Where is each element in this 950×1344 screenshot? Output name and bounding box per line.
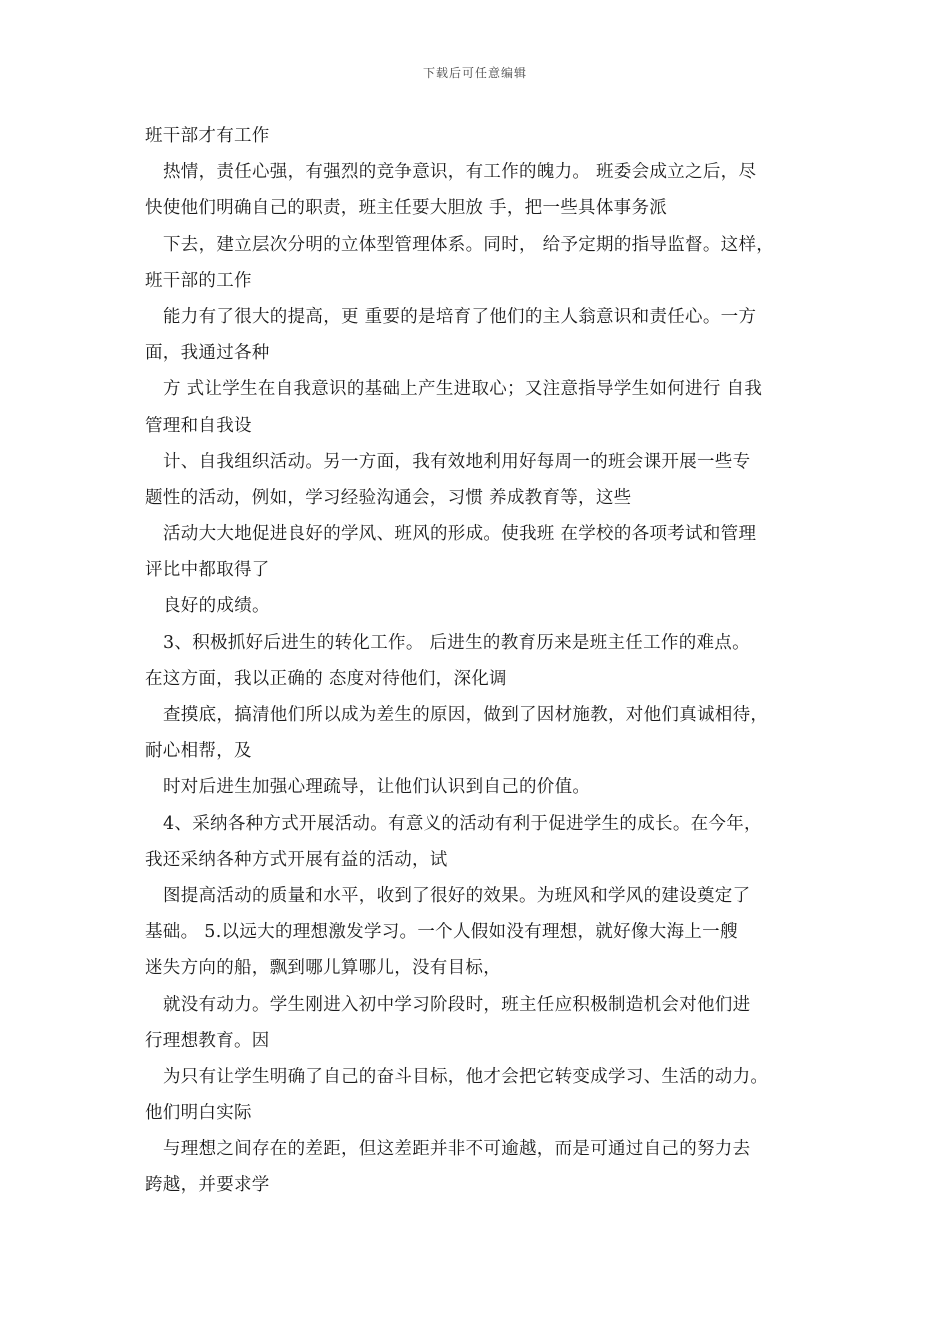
text-line: 方 式让学生在自我意识的基础上产生进取心；又注意指导学生如何进行 自我 bbox=[163, 379, 763, 400]
text-line: 活动大大地促进良好的学风、班风的形成。使我班 在学校的各项考试和管理 bbox=[163, 524, 757, 545]
page-header: 下载后可任意编辑 bbox=[422, 66, 527, 80]
text-line: 快使他们明确自己的职责，班主任要大胆放 手，把一些具体事务派 bbox=[145, 198, 668, 219]
text-line: 3、积极抓好后进生的转化工作。 后进生的教育历来是班主任工作的难点。 bbox=[163, 632, 750, 653]
text-line: 与理想之间存在的差距，但这差距并非不可逾越，而是可通过自己的努力去 bbox=[163, 1139, 751, 1160]
text-line: 下去，建立层次分明的立体型管理体系。同时， 给予定期的指导监督。这样， bbox=[163, 234, 775, 255]
text-line: 班干部的工作 bbox=[145, 270, 252, 291]
text-line: 能力有了很大的提高，更 重要的是培育了他们的主人翁意识和责任心。一方 bbox=[163, 306, 757, 327]
text-line: 跨越，并要求学 bbox=[145, 1175, 270, 1196]
text-line: 评比中都取得了 bbox=[145, 560, 270, 581]
text-line: 行理想教育。因 bbox=[145, 1030, 270, 1051]
text-line: 就没有动力。学生刚进入初中学习阶段时，班主任应积极制造机会对他们进 bbox=[163, 994, 751, 1015]
text-line: 基础。 5.以远大的理想激发学习。一个人假如没有理想，就好像大海上一艘 bbox=[145, 922, 738, 943]
text-line: 他们明白实际 bbox=[145, 1103, 252, 1124]
text-line: 良好的成绩。 bbox=[163, 596, 270, 617]
text-line: 我还采纳各种方式开展有益的活动，试 bbox=[145, 849, 448, 870]
text-line: 计、自我组织活动。另一方面，我有效地利用好每周一的班会课开展一些专 bbox=[163, 451, 751, 472]
text-line: 题性的活动，例如，学习经验沟通会，习惯 养成教育等，这些 bbox=[145, 487, 632, 508]
text-line: 班干部才有工作 bbox=[145, 126, 270, 146]
text-line: 4、采纳各种方式开展活动。有意义的活动有利于促进学生的成长。在今年， bbox=[163, 813, 762, 834]
text-line: 时对后进生加强心理疏导，让他们认识到自己的价值。 bbox=[163, 777, 591, 798]
text-line: 迷失方向的船，飘到哪儿算哪儿，没有目标， bbox=[145, 958, 501, 979]
text-line: 为只有让学生明确了自己的奋斗目标，他才会把它转变成学习、生活的动力。 bbox=[163, 1066, 769, 1087]
text-line: 图提高活动的质量和水平，收到了很好的效果。为班风和学风的建设奠定了 bbox=[163, 885, 751, 906]
text-line: 查摸底，搞清他们所以成为差生的原因，做到了因材施教，对他们真诚相待， bbox=[163, 705, 769, 725]
text-line: 管理和自我设 bbox=[145, 415, 252, 436]
text-line: 耐心相帮，及 bbox=[145, 741, 252, 762]
text-line: 热情，责任心强，有强烈的竞争意识，有工作的魄力。 班委会成立之后，尽 bbox=[163, 162, 757, 183]
document-body bbox=[145, 118, 815, 1204]
text-line: 面，我通过各种 bbox=[145, 343, 270, 364]
text-line: 在这方面，我以正确的 态度对待他们，深化调 bbox=[145, 668, 507, 689]
